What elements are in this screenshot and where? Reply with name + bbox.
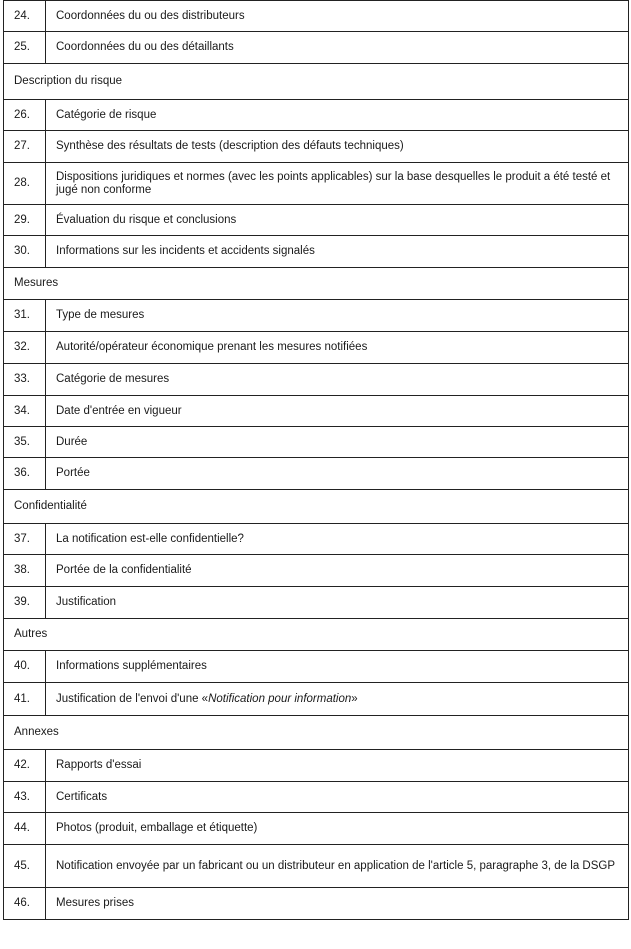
table-row	[4, 782, 628, 813]
item-label: Portée	[56, 467, 90, 479]
table-row	[4, 163, 628, 205]
item-label: Coordonnées du ou des détaillants	[56, 41, 234, 53]
section-header	[4, 64, 628, 100]
table-row	[4, 587, 628, 619]
item-number: 26.	[4, 100, 46, 130]
item-number: 25.	[4, 32, 46, 63]
item-label: Autorité/opérateur économique prenant les mesures notifiées	[56, 341, 368, 353]
item-number: 43.	[4, 782, 46, 812]
item-number: 34.	[4, 396, 46, 426]
section-header	[4, 716, 628, 750]
item-label: Justification de l'envoi d'une «Notification pour information»	[56, 692, 358, 705]
item-label: Photos (produit, emballage et étiquette)	[56, 822, 258, 834]
table-row	[4, 364, 628, 396]
table-row	[4, 32, 628, 64]
item-number: 33.	[4, 364, 46, 395]
table-row	[4, 100, 628, 131]
section-header	[4, 619, 628, 651]
item-label: Informations supplémentaires	[56, 660, 207, 672]
item-number: 24.	[4, 1, 46, 31]
item-number: 27.	[4, 131, 46, 162]
item-number: 38.	[4, 555, 46, 586]
item-label: Rapports d'essai	[56, 759, 142, 771]
item-label: Date d'entrée en vigueur	[56, 404, 182, 417]
item-number: 31.	[4, 300, 46, 331]
item-number: 45.	[4, 845, 46, 887]
item-label: Coordonnées du ou des distributeurs	[56, 9, 245, 22]
table-row	[4, 750, 628, 782]
item-number: 36.	[4, 458, 46, 489]
item-number: 37.	[4, 524, 46, 554]
form-table	[3, 0, 629, 920]
item-label: Synthèse des résultats de tests (description des défauts techniques)	[56, 140, 404, 152]
item-number: 30.	[4, 236, 46, 267]
item-number: 44.	[4, 813, 46, 844]
item-number: 42.	[4, 750, 46, 781]
table-row	[4, 555, 628, 587]
item-label: Informations sur les incidents et accidents signalés	[56, 245, 315, 257]
table-row	[4, 458, 628, 490]
table-row	[4, 683, 628, 716]
item-number: 32.	[4, 332, 46, 363]
item-label: Durée	[56, 435, 88, 448]
section-header	[4, 490, 628, 524]
table-row	[4, 813, 628, 845]
table-row	[4, 845, 628, 888]
table-row	[4, 300, 628, 332]
item-label: Catégorie de mesures	[56, 373, 170, 385]
item-label: Catégorie de risque	[56, 108, 157, 121]
item-number: 46.	[4, 888, 46, 919]
section-header	[4, 268, 628, 300]
table-row	[4, 332, 628, 364]
section-title: Annexes	[14, 726, 59, 738]
table-row	[4, 0, 628, 32]
table-row	[4, 396, 628, 427]
item-number: 29.	[4, 205, 46, 235]
item-label: Évaluation du risque et conclusions	[56, 213, 237, 226]
item-label: Portée de la confidentialité	[56, 564, 192, 576]
item-number: 40.	[4, 651, 46, 682]
section-title: Description du risque	[14, 75, 123, 87]
item-label: Mesures prises	[56, 897, 134, 909]
table-row	[4, 651, 628, 683]
item-number: 28.	[4, 163, 46, 204]
section-title: Confidentialité	[14, 500, 87, 512]
table-row	[4, 131, 628, 163]
table-row	[4, 236, 628, 268]
table-row	[4, 205, 628, 236]
item-label: Type de mesures	[56, 309, 145, 321]
italic-label: Notification pour information	[208, 692, 352, 705]
item-label: Justification	[56, 596, 117, 608]
item-label: Notification envoyée par un fabricant ou un distributeur en application de l'article 5, paragraphe 3, de la DSGP	[56, 859, 616, 872]
table-row	[4, 524, 628, 555]
section-title: Mesures	[14, 277, 59, 289]
table-row	[4, 888, 628, 920]
item-number: 39.	[4, 587, 46, 618]
item-number: 41.	[4, 683, 46, 715]
item-label: La notification est-elle confidentielle?	[56, 532, 244, 545]
item-label: Dispositions juridiques et normes (avec les points applicables) sur la base desquelles le produit a été testé et jugé non conforme	[56, 170, 611, 196]
table-row	[4, 427, 628, 458]
item-label: Certificats	[56, 790, 108, 803]
item-number: 35.	[4, 427, 46, 457]
section-title: Autres	[14, 628, 48, 640]
